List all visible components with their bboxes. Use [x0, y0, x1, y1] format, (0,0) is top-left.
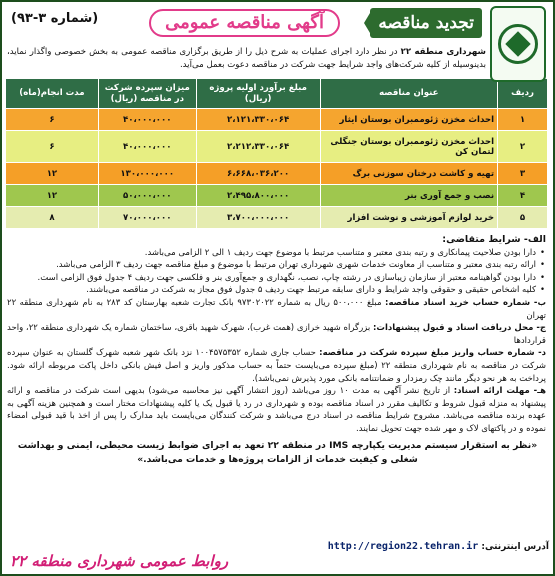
- public-relations-signature: روابط عمومی شهرداری منطقه ۲۲: [10, 552, 229, 570]
- row-deposit: ۵۰،۰۰۰،۰۰۰: [98, 185, 196, 207]
- row-estimate: ۲،۱۲۱،۳۳۰،۰۶۴: [196, 109, 320, 131]
- col-duration-header: مدت انجام(ماه): [6, 79, 99, 109]
- condition-item: • دارا بودن صلاحیت پیمانکاری و رتبه بندی معتبر و متناسب مرتبط با موضوع جهت ردیف ۱ الی ۲ الزامی می‌باشد.: [7, 247, 546, 260]
- section-a-title: الف- شرایط متقاضی:: [442, 234, 546, 245]
- emblem-icon: [498, 24, 538, 64]
- row-estimate: ۲،۲۱۲،۳۳۰،۰۶۴: [196, 131, 320, 163]
- row-duration: ۶: [6, 109, 99, 131]
- row-title: احداث مخزن ژئوممبران بوستان ایثار: [320, 109, 498, 131]
- website-label: آدرس اینترنتی:: [481, 542, 549, 552]
- col-row-header: ردیف: [498, 79, 548, 109]
- row-duration: ۶: [6, 131, 99, 163]
- col-title-header: عنوان مناقصه: [320, 79, 498, 109]
- row-estimate: ۳،۷۰۰،۰۰۰،۰۰۰: [196, 207, 320, 229]
- table-row: [6, 109, 548, 131]
- row-number: ۱: [498, 109, 548, 131]
- col-estimate-header: مبلغ برآورد اولیه پروژه (ریال): [196, 79, 320, 109]
- section-d: [7, 347, 546, 385]
- condition-item: • کلیه اشخاص حقیقی و حقوقی واجد شرایط و دارای سابقه مرتبط جهت ردیف ۵ جدول فوق مجاز به شرکت در مناقصه می‌باشند.: [7, 284, 546, 297]
- conditions-section: [7, 234, 548, 436]
- row-deposit: ۴۰،۰۰۰،۰۰۰: [98, 131, 196, 163]
- row-title: احداث مخزن ژئوممبران بوستان جنگلی لتمان کن: [320, 131, 498, 163]
- row-deposit: ۴۰،۰۰۰،۰۰۰: [98, 109, 196, 131]
- section-d-text: حساب جاری شماره ۱۰۰۴۵۷۵۳۵۲ نزد بانک شهر شعبه شهرک گلستان به عنوان سپرده شرکت در مناقصه به نام شهرداری منطقه ۲۲ (مبلغ سپرده می‌بایست حتماً به حساب مذکور واریز و اصل فیش بانکی داخل پاکت مربوطه ارائه شود. پرداخت به هر نحو دیگر مانند چک رمزدار و ضمانتنامه بانکی مورد پذیرش نمی‌باشد).: [7, 348, 547, 384]
- table-row: [6, 185, 548, 207]
- row-estimate: ۶،۶۶۸،۰۳۶،۲۰۰: [196, 163, 320, 185]
- row-number: ۲: [498, 131, 548, 163]
- row-title: نصب و جمع آوری بنر: [320, 185, 498, 207]
- row-title: خرید لوازم آموزشی و نوشت افزار: [320, 207, 498, 229]
- row-deposit: ۱۳۰،۰۰۰،۰۰۰: [98, 163, 196, 185]
- municipality-logo: [490, 6, 546, 82]
- section-e-title: هـ- مهلت ارائه اسناد:: [453, 386, 546, 397]
- table-row: [6, 131, 548, 163]
- section-b-text: مبلغ ۵۰۰،۰۰۰ ریال به شماره ۹۷۳۰۲۰۲۲ بانک تجارت شعبه بهارستان کد ۲۸۳ به نام شهرداری منطقه ۲۲ تهران: [7, 297, 546, 321]
- row-duration: ۱۲: [6, 163, 99, 185]
- section-e: [7, 385, 546, 435]
- section-b: [7, 297, 546, 322]
- condition-item: • دارا بودن گواهینامه معتبر از سازمان زیباسازی در رشته چاپ، نصب، نگهداری و جمع‌آوری بنر و فلکسی جهت ردیف ۴ جدول فوق الزامی است.: [7, 272, 546, 285]
- table-header-row: [6, 79, 548, 109]
- org-name: شهرداری منطقه ۲۲: [400, 47, 486, 57]
- row-title: تهیه و کاشت درختان سوزنی برگ: [320, 163, 498, 185]
- section-b-title: ب- شماره حساب خرید اسناد مناقصه:: [385, 297, 546, 308]
- row-estimate: ۲،۴۹۵،۸۰۰،۰۰۰: [196, 185, 320, 207]
- row-number: ۴: [498, 185, 548, 207]
- row-number: ۵: [498, 207, 548, 229]
- section-c-text: بزرگراه شهید خرازی (همت غرب)، شهرک شهید باقری، ساختمان شماره یک شهرداری منطقه ۲۲، واحد قراردادها: [7, 323, 546, 346]
- header: [7, 6, 548, 42]
- row-deposit: ۷۰،۰۰۰،۰۰۰: [98, 207, 196, 229]
- tender-table: [5, 78, 548, 229]
- footer: [6, 540, 549, 570]
- row-duration: ۸: [6, 207, 99, 229]
- section-c: [7, 322, 546, 347]
- condition-item: • ارائه رتبه بندی معتبر و متناسب از معاونت خدمات شهری شهرداری تهران مرتبط با موضوع و مبلغ مناقصه جهت ردیف ۳ الزامی می‌باشد.: [7, 259, 546, 272]
- section-e-text: از تاریخ نشر آگهی به مدت ۱۰ روز می‌باشد (روز انتشار آگهی نیز محاسبه می‌شود) بدیهی است شرکت در مناقصه و ارائه پیشنهاد به منزله قبول شروط و تکالیف مقرر در اسناد مناقصه بوده و شهرداری در رد یا قبول یک یا کلیه پیشنهادات مختار است و همچنین هزینه آگهی به عهده برنده مناقصه می‌باشد. مشروح شرایط مناقصه در اسناد درج می‌باشد و شرکت کنندگان می‌بایست باید مدارک را پس از اخذ با قید قبولی امضاء نموده و در پاکتهای لاک و مهر شده جهت تحویل نمایند.: [7, 386, 546, 434]
- section-d-title: د- شماره حساب واریز مبلغ سپرده شرکت در مناقصه:: [319, 348, 547, 359]
- row-duration: ۱۲: [6, 185, 99, 207]
- col-deposit-header: میزان سپرده شرکت در مناقصه (ریال): [98, 79, 196, 109]
- intro-text: در نظر دارد اجرای عملیات به شرح ذیل را از طریق برگزاری مناقصه عمومی به بخش خصوصی واگذار نماید، بدینوسیله از کلیه شرکت‌های واجد شرایط جهت شرکت در مناقصه دعوت بعمل می‌آید.: [7, 47, 486, 70]
- intro-paragraph: [7, 46, 486, 72]
- ims-notice: «نظر به استقرار سیستم مدیریت یکپارچه IMS در منطقه ۲۲ تعهد به اجرای ضوابط زیست محیطی، ایمنی و بهداشت شغلی و کیفیت خدمات از الزامات پروژه‌ها و خدمات می‌باشد.»: [17, 439, 538, 465]
- website-line: [328, 540, 549, 554]
- website-link[interactable]: http://region22.tehran.ir: [327, 541, 479, 552]
- section-c-title: ج- محل دریافت اسناد و قبول پیشنهادات:: [373, 323, 547, 334]
- renewal-tag: تجدید مناقصه: [370, 8, 482, 38]
- table-row: [6, 207, 548, 229]
- ad-number: (شماره ۳-۹۳): [11, 11, 99, 26]
- table-row: [6, 163, 548, 185]
- ad-title: آگهی مناقصه عمومی: [149, 9, 340, 37]
- row-number: ۳: [498, 163, 548, 185]
